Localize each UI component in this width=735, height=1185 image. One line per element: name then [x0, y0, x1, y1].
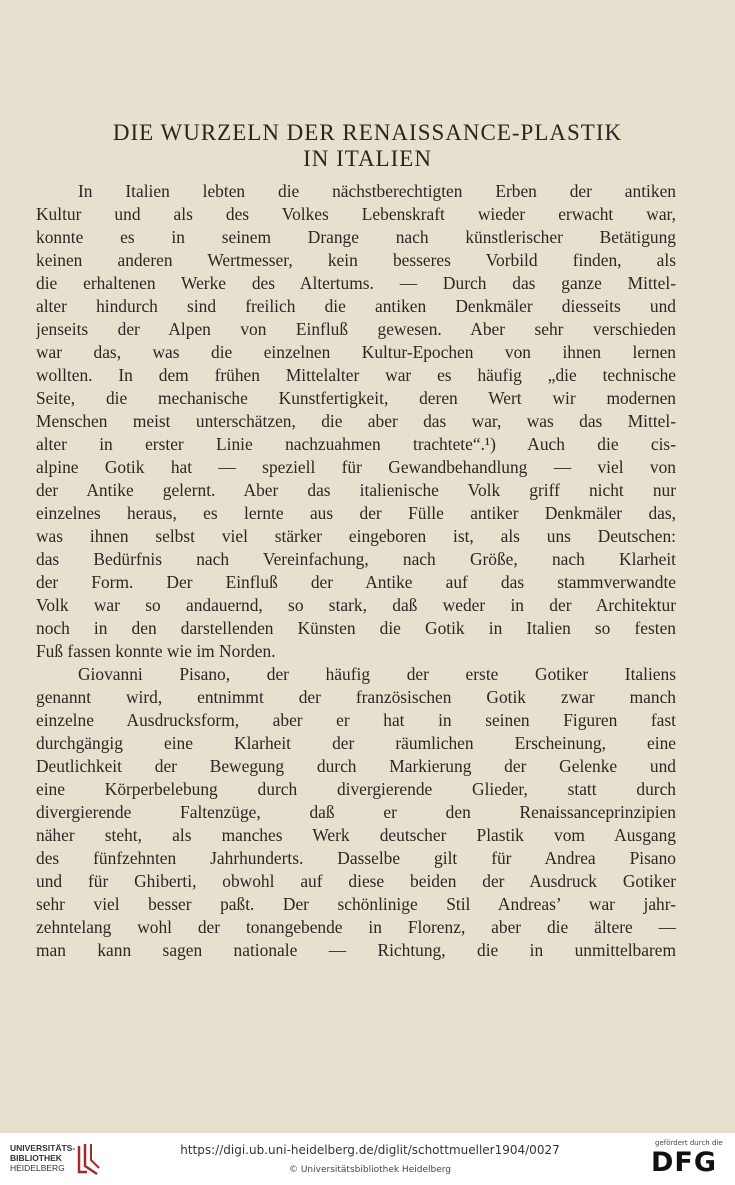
text-line: Kultur und als des Volkes Lebenskraft wieder erwacht war, — [36, 204, 676, 224]
text-line: eine Körperbelebung durch divergierende Glieder, statt durch — [36, 779, 676, 799]
text-line: alter in erster Linie nachzuahmen trachtete“.¹) Auch die cis- — [36, 434, 676, 454]
text-line: jenseits der Alpen von Einfluß gewesen. Aber sehr verschieden — [36, 319, 676, 339]
text-line: zehntelang wohl der tonangebende in Florenz, aber die ältere — — [36, 917, 676, 937]
text-line: das Bedürfnis nach Vereinfachung, nach Größe, nach Klarheit — [36, 549, 676, 569]
text-line: Fuß fassen konnte wie im Norden. — [36, 641, 276, 661]
text-line: In Italien lebten die nächstberechtigten Erben der antiken — [78, 181, 676, 201]
text-line: Menschen meist unterschätzen, die aber das war, was das Mittel- — [36, 411, 676, 431]
text-line: des fünfzehnten Jahrhunderts. Dasselbe gilt für Andrea Pisano — [36, 848, 676, 868]
text-line: der Antike gelernt. Aber das italienische Volk griff nicht nur — [36, 480, 676, 500]
library-name-line: BIBLIOTHEK — [10, 1153, 62, 1163]
text-line: genannt wird, entnimmt der französischen Gotik zwar manch — [36, 687, 676, 707]
text-line: einzelne Ausdrucksform, aber er hat in seinen Figuren fast — [36, 710, 676, 730]
text-line: alter hindurch sind freilich die antiken Denkmäler diesseits und — [36, 296, 676, 316]
text-line: Deutlichkeit der Bewegung durch Markierung der Gelenke und — [36, 756, 676, 776]
text-line: Giovanni Pisano, der häufig der erste Gotiker Italiens — [78, 664, 676, 684]
text-line: wollten. In dem frühen Mittelalter war es häufig „die technische — [36, 365, 676, 385]
funding-caption: gefördert durch die — [655, 1139, 723, 1147]
text-line: divergierende Faltenzüge, daß er den Renaissanceprinzipien — [36, 802, 676, 822]
text-line: näher steht, als manches Werk deutscher Plastik vom Ausgang — [36, 825, 676, 845]
text-line: war das, was die einzelnen Kultur-Epochen von ihnen lernen — [36, 342, 676, 362]
viewer-footer — [0, 1133, 735, 1185]
text-line: die erhaltenen Werke des Altertums. — Durch das ganze Mittel- — [36, 273, 676, 293]
copyright-notice: © Universitätsbibliothek Heidelberg — [288, 1165, 451, 1175]
text-line: und für Ghiberti, obwohl auf diese beiden der Ausdruck Gotiker — [36, 871, 676, 891]
text-line: alpine Gotik hat — speziell für Gewandbehandlung — viel von — [36, 457, 676, 477]
text-line: konnte es in seinem Drange nach künstlerischer Betätigung — [36, 227, 676, 247]
chapter-title-line-2: IN ITALIEN — [303, 146, 432, 171]
dfg-logo: DFG — [651, 1147, 718, 1178]
text-line: noch in den darstellenden Künsten die Gotik in Italien so festen — [36, 618, 676, 638]
library-name-line: HEIDELBERG — [10, 1163, 65, 1173]
library-logo-icon — [75, 1142, 101, 1176]
permalink-url[interactable]: https://digi.ub.uni-heidelberg.de/diglit/schottmueller1904/0027 — [180, 1143, 560, 1157]
library-name — [10, 1143, 75, 1173]
chapter-title-line-1: DIE WURZELN DER RENAISSANCE-PLASTIK — [112, 120, 623, 145]
text-line: keinen anderen Wertmesser, kein besseres Vorbild finden, als — [36, 250, 676, 270]
text-line: Volk war so andauernd, so stark, daß weder in der Architektur — [36, 595, 676, 615]
text-line: einzelnes heraus, es lernte aus der Fülle antiker Denkmäler das, — [36, 503, 676, 523]
library-name-line: UNIVERSITÄTS- — [10, 1143, 76, 1153]
text-line: durchgängig eine Klarheit der räumlichen Erscheinung, eine — [36, 733, 676, 753]
text-line: sehr viel besser paßt. Der schönlinige Stil Andreas’ war jahr- — [36, 894, 676, 914]
text-line: der Form. Der Einfluß der Antike auf das stammverwandte — [36, 572, 676, 592]
text-line: was ihnen selbst viel stärker eingeboren ist, als uns Deutschen: — [36, 526, 676, 546]
text-line: man kann sagen nationale — Richtung, die in unmittelbarem — [36, 940, 676, 960]
text-line: Seite, die mechanische Kunstfertigkeit, deren Wert wir modernen — [36, 388, 676, 408]
